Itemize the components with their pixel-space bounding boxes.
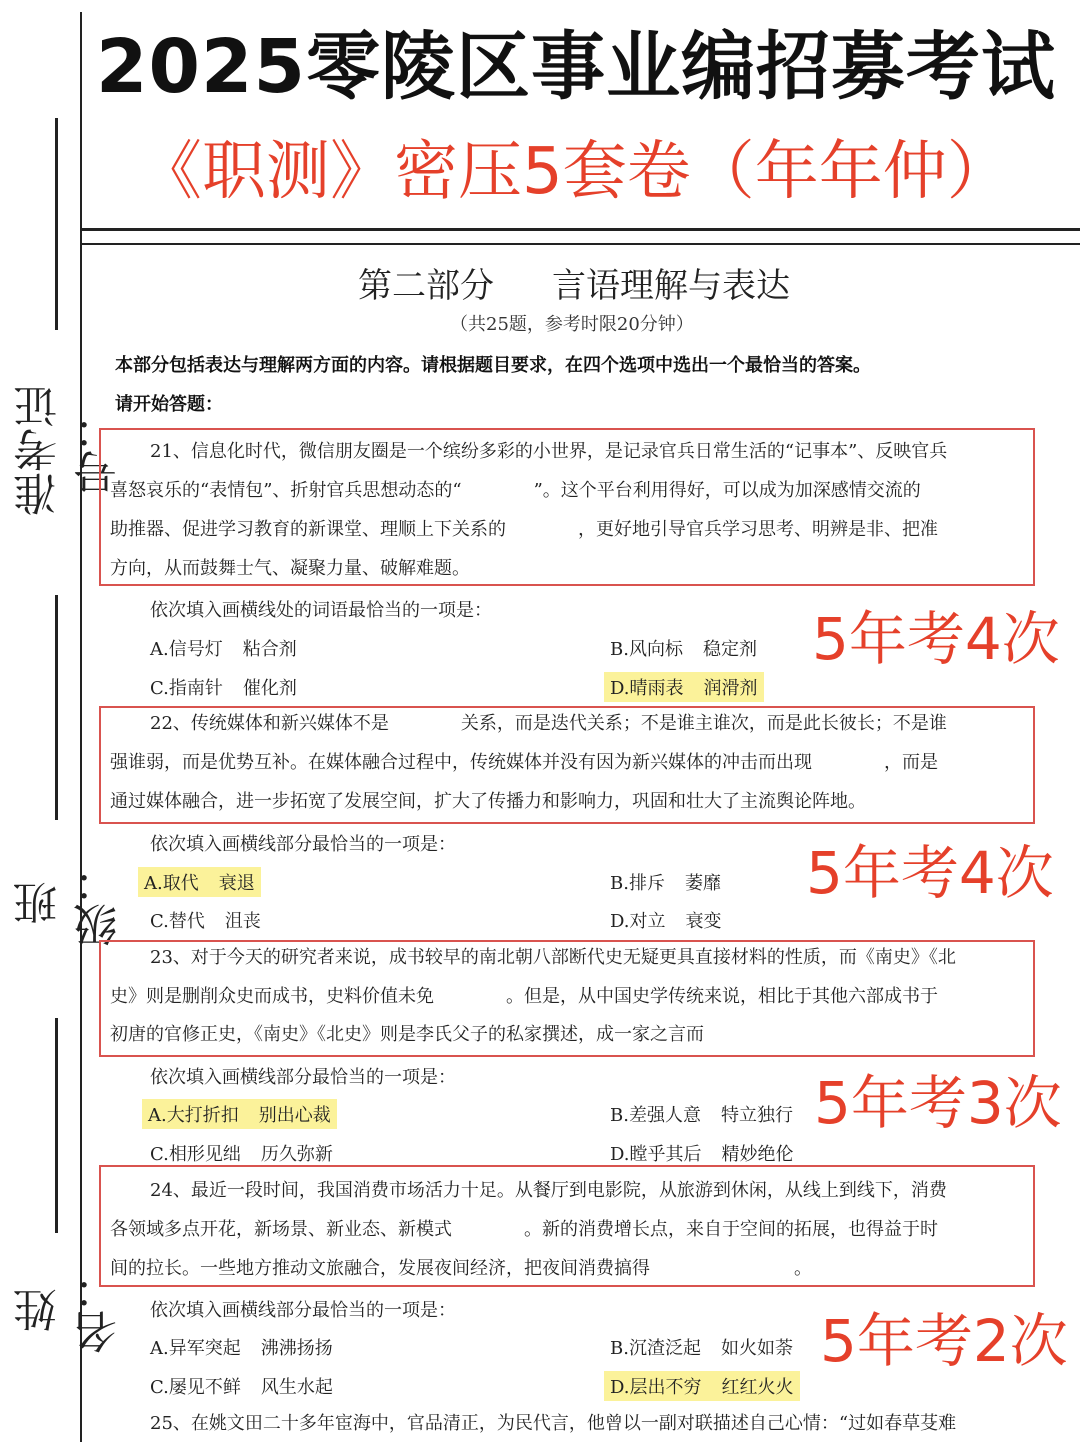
question-24-option-d-highlighted[interactable]: D.层出不穷 红红火火: [604, 1371, 800, 1401]
question-21-option-c[interactable]: C.指南针 催化剂: [150, 678, 297, 699]
question-24-line-1: 24、最近一段时间，我国消费市场活力十足。从餐厅到电影院，从旅游到休闲，从线上到线下，消费: [150, 1180, 947, 1201]
page-subtitle: 《职测》密压5套卷（年年仲）: [138, 135, 1011, 209]
section-name: 言语理解与表达: [552, 266, 790, 306]
question-23-prompt: 依次填入画横线部分最恰当的一项是：: [150, 1067, 456, 1088]
question-22-prompt: 依次填入画横线部分最恰当的一项是：: [150, 834, 456, 855]
class-rule: [55, 595, 58, 820]
exam-id-label: 准考证号：: [14, 384, 125, 516]
question-21-line-3: 助推器、促进学习教育的新课堂、理顺上下关系的 ，更好地引导官兵学习思考、明辨是非、把准: [110, 519, 938, 540]
start-prompt: 请开始答题：: [115, 394, 223, 415]
section-part: 第二部分: [358, 266, 494, 306]
section-subtitle: （共25题，参考时限20分钟）: [450, 314, 694, 335]
question-21-frequency-note: 5年考4次: [812, 605, 1060, 673]
name-rule: [55, 1018, 58, 1233]
section-title: [358, 258, 790, 307]
question-23-option-d[interactable]: D.瞠乎其后 精妙绝伦: [610, 1144, 794, 1165]
question-21-option-a[interactable]: A.信号灯 粘合剂: [150, 639, 297, 660]
question-22-option-c[interactable]: C.替代 沮丧: [150, 911, 261, 932]
left-margin-rule: [80, 12, 82, 1442]
question-21-line-4: 方向，从而鼓舞士气、凝聚力量、破解难题。: [110, 558, 470, 579]
question-23-line-3: 初唐的官修正史，《南史》《北史》则是李氏父子的私家撰述，成一家之言而: [110, 1024, 776, 1045]
question-22-frequency-note: 5年考4次: [806, 839, 1054, 907]
question-23-option-c[interactable]: C.相形见绌 历久弥新: [150, 1144, 333, 1165]
header-divider-bottom: [82, 243, 1080, 245]
question-22-line-2: 强谁弱，而是优势互补。在媒体融合过程中，传统媒体并没有因为新兴媒体的冲击而出现 ，而是: [110, 752, 938, 773]
question-24-option-c[interactable]: C.屡见不鲜 风生水起: [150, 1377, 333, 1398]
question-22-option-b[interactable]: B.排斥 萎靡: [610, 873, 721, 894]
question-22-option-a-highlighted[interactable]: A.取代 衰退: [138, 867, 261, 897]
question-21-prompt: 依次填入画横线处的词语最恰当的一项是：: [150, 600, 492, 621]
question-21-line-1: 21、信息化时代，微信朋友圈是一个缤纷多彩的小世界，是记录官兵日常生活的“记事本”、反映官兵: [150, 441, 948, 462]
question-21-option-d-highlighted[interactable]: D.晴雨表 润滑剂: [604, 672, 764, 702]
question-23-line-1: 23、对于今天的研究者来说，成书较早的南北朝八部断代史无疑更具直接材料的性质，而《南史》《北: [150, 947, 956, 968]
question-22-line-3: 通过媒体融合，进一步拓宽了发展空间，扩大了传播力和影响力，巩固和壮大了主流舆论阵地。: [110, 791, 866, 812]
question-23-frequency-note: 5年考3次: [814, 1069, 1062, 1137]
header-divider-top: [82, 228, 1080, 231]
question-21-option-b[interactable]: B.风向标 稳定剂: [610, 639, 757, 660]
question-22-line-1: 22、传统媒体和新兴媒体不是 关系，而是迭代关系；不是谁主谁次，而是此长彼长；不是谁: [150, 713, 947, 734]
question-25-line-1: 25、在姚文田二十多年宦海中，官品清正，为民代言，他曾以一副对联描述自己心情：“过如春草芟难: [150, 1413, 957, 1434]
question-24-prompt: 依次填入画横线部分最恰当的一项是：: [150, 1300, 456, 1321]
question-24-frequency-note: 5年考2次: [820, 1307, 1068, 1375]
question-24-option-a[interactable]: A.异军突起 沸沸扬扬: [150, 1338, 333, 1359]
question-23-line-2: 史》则是删削众史而成书，史料价值未免 。但是，从中国史学传统来说，相比于其他六部成书于: [110, 986, 938, 1007]
question-24-option-b[interactable]: B.沉渣泛起 如火如荼: [610, 1338, 793, 1359]
question-23-option-b[interactable]: B.差强人意 特立独行: [610, 1105, 793, 1126]
page-title: 2025零陵区事业编招募考试: [96, 24, 1056, 110]
question-22-option-d[interactable]: D.对立 衰变: [610, 911, 722, 932]
class-label: 班级：: [14, 859, 125, 947]
question-21-line-2: 喜怒哀乐的“表情包”、折射官兵思想动态的“ ”。这个平台利用得好，可以成为加深感情交流的: [110, 480, 921, 501]
section-instruction: 本部分包括表达与理解两方面的内容。请根据题目要求，在四个选项中选出一个最恰当的答案。: [115, 355, 871, 376]
question-24-line-3: 间的拉长。一些地方推动文旅融合，发展夜间经济，把夜间消费搞得 。: [110, 1258, 812, 1279]
name-label: 姓名：: [14, 1266, 125, 1354]
exam-id-rule: [55, 118, 58, 330]
question-24-line-2: 各领域多点开花，新场景、新业态、新模式 。新的消费增长点，来自于空间的拓展，也得益于时: [110, 1219, 938, 1240]
question-23-option-a-highlighted[interactable]: A.大打折扣 别出心裁: [142, 1099, 337, 1129]
